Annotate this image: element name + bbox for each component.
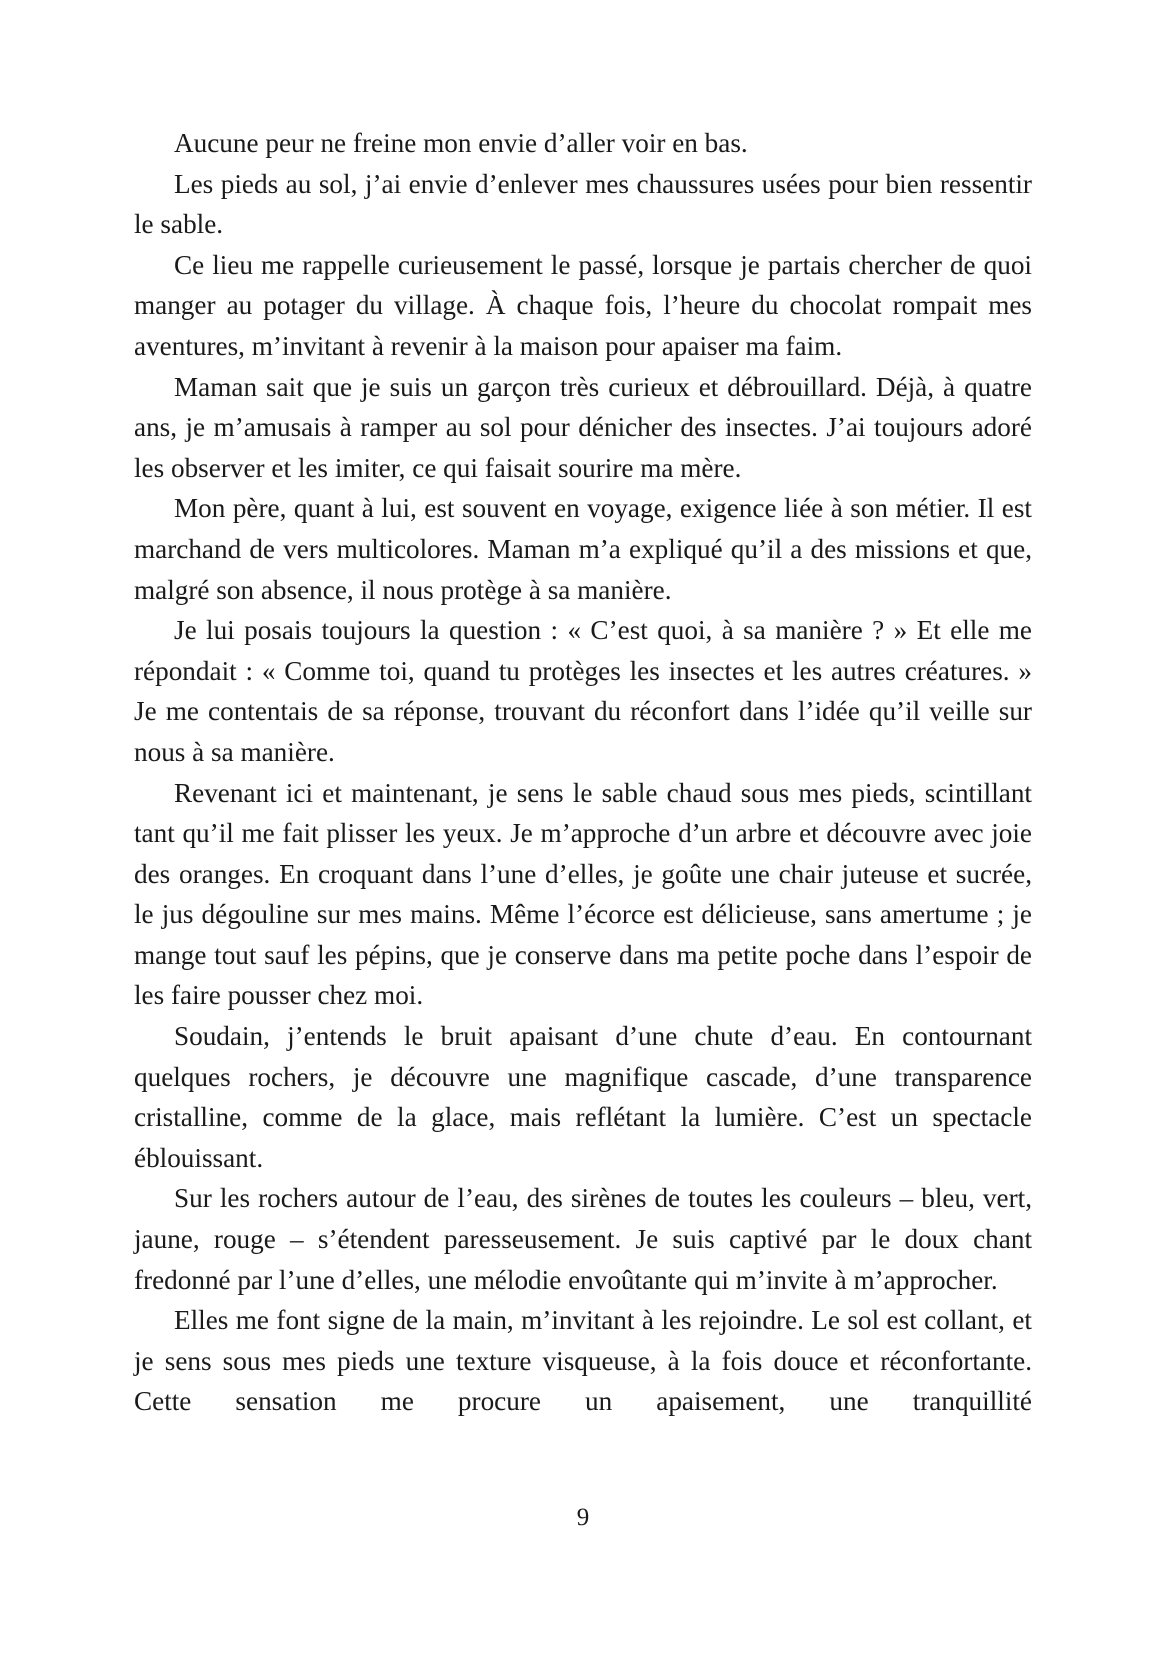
- page-number: 9: [576, 1504, 590, 1531]
- body-text: [134, 123, 1032, 1422]
- paragraph: Aucune peur ne freine mon envie d’aller voir en bas.: [174, 128, 748, 158]
- paragraph: Soudain, j’entends le bruit apaisant d’une chute d’eau. En contournant quelques rochers, je découvre une magnifique cascade, d’une transparence cristalline, comme de la glace, mais reflétant la lumière. C’est un spectacle éblouissant.: [134, 1021, 1032, 1173]
- paragraph: Mon père, quant à lui, est souvent en voyage, exigence liée à son métier. Il est marchand de vers multicolores. Maman m’a expliqué qu’il a des missions et que, malgré son absence, il nous protège à sa manière.: [134, 493, 1032, 605]
- paragraph: Ce lieu me rappelle curieusement le passé, lorsque je partais chercher de quoi manger au potager du village. À chaque fois, l’heure du chocolat rompait mes aventures, m’invitant à revenir à la maison pour apaiser ma faim.: [134, 249, 1032, 361]
- paragraph: Maman sait que je suis un garçon très curieux et débrouillard. Déjà, à quatre ans, je m’amusais à ramper au sol pour dénicher des insectes. J’ai toujours adoré les observer et les imiter, ce qui faisait sourire ma mère.: [134, 371, 1032, 483]
- paragraph: Elles me font signe de la main, m’invitant à les rejoindre. Le sol est collant, et je sens sous mes pieds une texture visqueuse, à la fois douce et réconfortante. Cette sensation me procure un apaisement, une tranquillité: [134, 1305, 1032, 1417]
- paragraph: Je lui posais toujours la question : « C’est quoi, à sa manière ? » Et elle me répondait : « Comme toi, quand tu protèges les insectes et les autres créatures. » Je me contentais de sa réponse, trouvant du réconfort dans l’idée qu’il veille sur nous à sa manière.: [134, 615, 1032, 767]
- paragraph: Sur les rochers autour de l’eau, des sirènes de toutes les couleurs – bleu, vert, jaune, rouge – s’étendent paresseusement. Je suis captivé par le doux chant fredonné par l’une d’elles, une mélodie envoûtante qui m’invite à m’approcher.: [134, 1183, 1032, 1295]
- paragraph: Revenant ici et maintenant, je sens le sable chaud sous mes pieds, scintillant tant qu’il me fait plisser les yeux. Je m’approche d’un arbre et découvre avec joie des oranges. En croquant dans l’une d’elles, je goûte une chair juteuse et sucrée, le jus dégouline sur mes mains. Même l’écorce est délicieuse, sans amertume ; je mange tout sauf les pépins, que je conserve dans ma petite poche dans l’espoir de les faire pousser chez moi.: [134, 777, 1032, 1011]
- paragraph: Les pieds au sol, j’ai envie d’enlever mes chaussures usées pour bien ressentir le sable.: [134, 168, 1032, 240]
